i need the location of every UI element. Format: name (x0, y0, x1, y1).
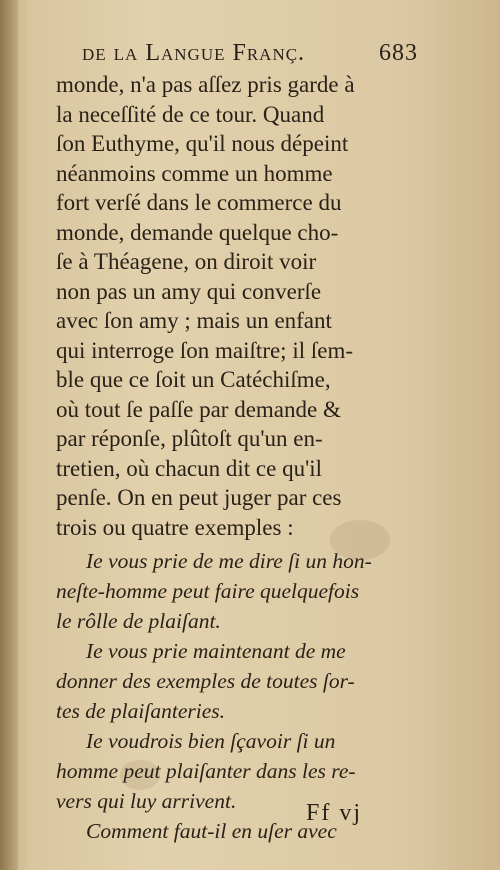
example-line: neſte-homme peut faire quelquefois (56, 579, 360, 603)
example-line: donner des exemples de toutes ſor- (56, 669, 355, 693)
example-line: Ie vous prie maintenant de me (86, 639, 346, 663)
example-line: Ie voudrois bien ſçavoir ſi un (86, 729, 336, 753)
example-line: tes de plaiſanteries. (56, 699, 225, 723)
text-line: la neceſſité de ce tour. Quand (56, 101, 325, 127)
example-line: Comment faut-il en uſer avec (86, 819, 337, 843)
text-line: ſe à Théagene, on diroit voir (56, 249, 317, 274)
signature-mark: Ff vj (306, 800, 363, 826)
example-line: Ie vous prie de me dire ſi un hon- (86, 549, 372, 573)
text-line: non pas un amy qui converſe (56, 278, 322, 304)
example-line: homme peut plaiſanter dans les re- (56, 759, 356, 783)
text-line: monde, n'a pas aſſez pris garde à (56, 72, 355, 97)
text-line: avec ſon amy ; mais un enfant (56, 308, 332, 333)
text-line: penſe. On en peut juger par ces (56, 485, 342, 510)
text-line: ſon Euthyme, qu'il nous dépeint (56, 131, 349, 156)
example-line: vers qui luy arrivent. (56, 789, 237, 813)
page-binding-edge (0, 0, 18, 870)
text-line: par réponſe, plûtoſt qu'un en- (56, 426, 323, 451)
text-line: qui interroge ſon maiſtre; il ſem- (56, 337, 354, 363)
running-title: de la Langue Franç. (82, 40, 306, 66)
page-number: 683 (379, 40, 418, 66)
text-line: monde, demande quelque cho- (56, 219, 339, 245)
body-text (56, 70, 416, 846)
text-line: néanmoins comme un homme (56, 160, 333, 186)
text-line: ble que ce ſoit un Catéchiſme, (56, 367, 331, 392)
example-line: le rôlle de plaiſant. (56, 609, 221, 633)
page-header (82, 40, 418, 70)
text-line: tretien, où chacun dit ce qu'il (56, 455, 322, 481)
text-line: où tout ſe paſſe par demande & (56, 396, 341, 422)
text-line: fort verſé dans le commerce du (56, 190, 342, 215)
text-line: trois ou quatre exemples : (56, 514, 294, 540)
